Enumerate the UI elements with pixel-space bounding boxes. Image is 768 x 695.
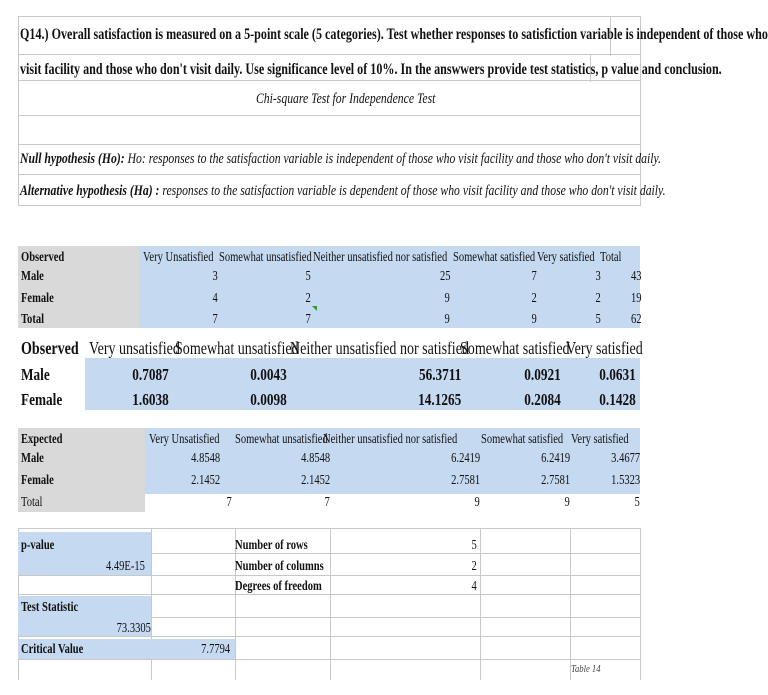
alternative-hypothesis-label: Alternative hypothesis (Ha) : xyxy=(20,183,160,199)
observed-row-label: Male xyxy=(21,268,44,283)
observed-cell: 3 xyxy=(212,268,218,283)
chi-header: Very unsatisfied xyxy=(89,338,180,358)
pvalue-label: p-value xyxy=(21,537,55,552)
alternative-hypothesis-text: responses to the satisfaction variable is dependent of those who visit facility and those who don't visit daily. xyxy=(162,183,666,199)
observed-cell: 9 xyxy=(444,290,450,305)
expected-cell: 2.7581 xyxy=(541,472,570,487)
chi-cell: 56.3711 xyxy=(418,365,461,384)
chi-cell: 0.7087 xyxy=(132,365,169,384)
expected-header: Somewhat satisfied xyxy=(481,431,564,446)
observed-cell: 7 xyxy=(305,311,311,326)
rows-label: Number of rows xyxy=(235,537,308,552)
test-statistic-value: 73.3305 xyxy=(116,620,151,635)
expected-row-label: Male xyxy=(21,450,44,465)
chi-cell: 0.0921 xyxy=(524,365,561,384)
expected-cell: 2.1452 xyxy=(191,472,220,487)
chi-cell: 0.0631 xyxy=(599,365,636,384)
expected-cell: 3.4677 xyxy=(611,450,640,465)
expected-cell: 7 xyxy=(226,494,232,509)
alternative-hypothesis xyxy=(20,184,666,199)
chi-header: Somewhat unsatisfied xyxy=(175,338,299,358)
chi-row-label: Female xyxy=(21,390,63,409)
observed-row-label: Total xyxy=(21,311,45,326)
null-hypothesis-text: Ho: responses to the satisfaction variable is independent of those who visit facility and those who don't visit daily. xyxy=(127,151,661,167)
expected-header: Somewhat unsatisfied xyxy=(235,431,328,446)
question-line-1: Q14.) Overall satisfaction is measured on a 5-point scale (5 categories). Test whether responses to satisfiction variable is independent of those who xyxy=(20,26,768,43)
chi-cell: 0.1428 xyxy=(599,390,636,409)
observed-cell: 4 xyxy=(212,290,218,305)
columns-value: 2 xyxy=(471,558,477,573)
observed-cell: 19 xyxy=(630,290,641,305)
observed-header: Very satisfied xyxy=(537,249,595,264)
expected-header: Neither unsatisfied nor satisfied xyxy=(323,431,458,446)
null-hypothesis-label: Null hypothesis (Ho): xyxy=(20,151,125,167)
cell-comment-marker xyxy=(312,306,317,311)
observed-cell: 2 xyxy=(531,290,537,305)
columns-label: Number of columns xyxy=(235,558,324,573)
expected-cell: 7 xyxy=(324,494,330,509)
observed-cell: 7 xyxy=(212,311,218,326)
critical-value-label: Critical Value xyxy=(21,641,84,656)
observed-header: Somewhat unsatisfied xyxy=(219,249,312,264)
observed-header: Somewhat satisfied xyxy=(453,249,536,264)
dof-value: 4 xyxy=(471,578,477,593)
observed-cell: 9 xyxy=(444,311,450,326)
chi-cell: 0.0098 xyxy=(250,390,287,409)
chi-header: Very satisfied xyxy=(566,338,643,358)
expected-cell: 2.7581 xyxy=(451,472,480,487)
observed-cell: 5 xyxy=(595,311,601,326)
pvalue-value: 4.49E-15 xyxy=(106,558,145,573)
observed-row-label: Female xyxy=(21,290,54,305)
expected-row-label: Total xyxy=(21,494,43,509)
question-line-2: visit facility and those who don't visit daily. Use significance level of 10%. In the answwers provide test statistics, p value and conclusion. xyxy=(20,61,722,78)
rows-value: 5 xyxy=(471,537,477,552)
observed-header: Total xyxy=(600,249,622,264)
test-statistic-label: Test Statistic xyxy=(21,599,79,614)
expected-header: Very Unsatisfied xyxy=(149,431,220,446)
expected-cell: 4.8548 xyxy=(301,450,330,465)
observed-header: Very Unsatisfied xyxy=(143,249,214,264)
chi-cell: 0.2084 xyxy=(524,390,561,409)
observed-cell: 9 xyxy=(531,311,537,326)
critical-value: 7.7794 xyxy=(201,641,230,656)
dof-label: Degrees of freedom xyxy=(235,578,322,593)
table-caption: Table 14 xyxy=(571,663,601,675)
chi-cell: 14.1265 xyxy=(417,390,461,409)
expected-row-label: Female xyxy=(21,472,54,487)
expected-header: Very satisfied xyxy=(571,431,629,446)
expected-cell: 2.1452 xyxy=(301,472,330,487)
expected-title: Expected xyxy=(21,431,63,446)
chi-header: Somewhat satisfied xyxy=(460,338,570,358)
chi-title: Observed xyxy=(21,338,79,358)
chi-cell: 0.0043 xyxy=(250,365,287,384)
expected-cell: 6.2419 xyxy=(541,450,570,465)
observed-cell: 3 xyxy=(595,268,601,283)
observed-cell: 62 xyxy=(630,311,641,326)
test-name: Chi-square Test for Independence Test xyxy=(256,91,436,107)
observed-cell: 2 xyxy=(305,290,311,305)
observed-title: Observed xyxy=(21,249,65,264)
observed-header: Neither unsatisfied nor satisfied xyxy=(313,249,448,264)
chi-row-label: Male xyxy=(21,365,50,384)
expected-cell: 9 xyxy=(474,494,480,509)
observed-cell: 2 xyxy=(595,290,601,305)
null-hypothesis xyxy=(20,152,661,167)
expected-cell: 4.8548 xyxy=(191,450,220,465)
chi-cell: 1.6038 xyxy=(132,390,169,409)
observed-cell: 7 xyxy=(531,268,537,283)
observed-cell: 43 xyxy=(630,268,641,283)
expected-cell: 5 xyxy=(634,494,640,509)
observed-cell: 25 xyxy=(439,268,450,283)
expected-cell: 6.2419 xyxy=(451,450,480,465)
chi-header: Neither unsatisfied nor satisfied xyxy=(290,338,469,358)
observed-cell: 5 xyxy=(305,268,311,283)
expected-cell: 9 xyxy=(564,494,570,509)
expected-cell: 1.5323 xyxy=(611,472,640,487)
